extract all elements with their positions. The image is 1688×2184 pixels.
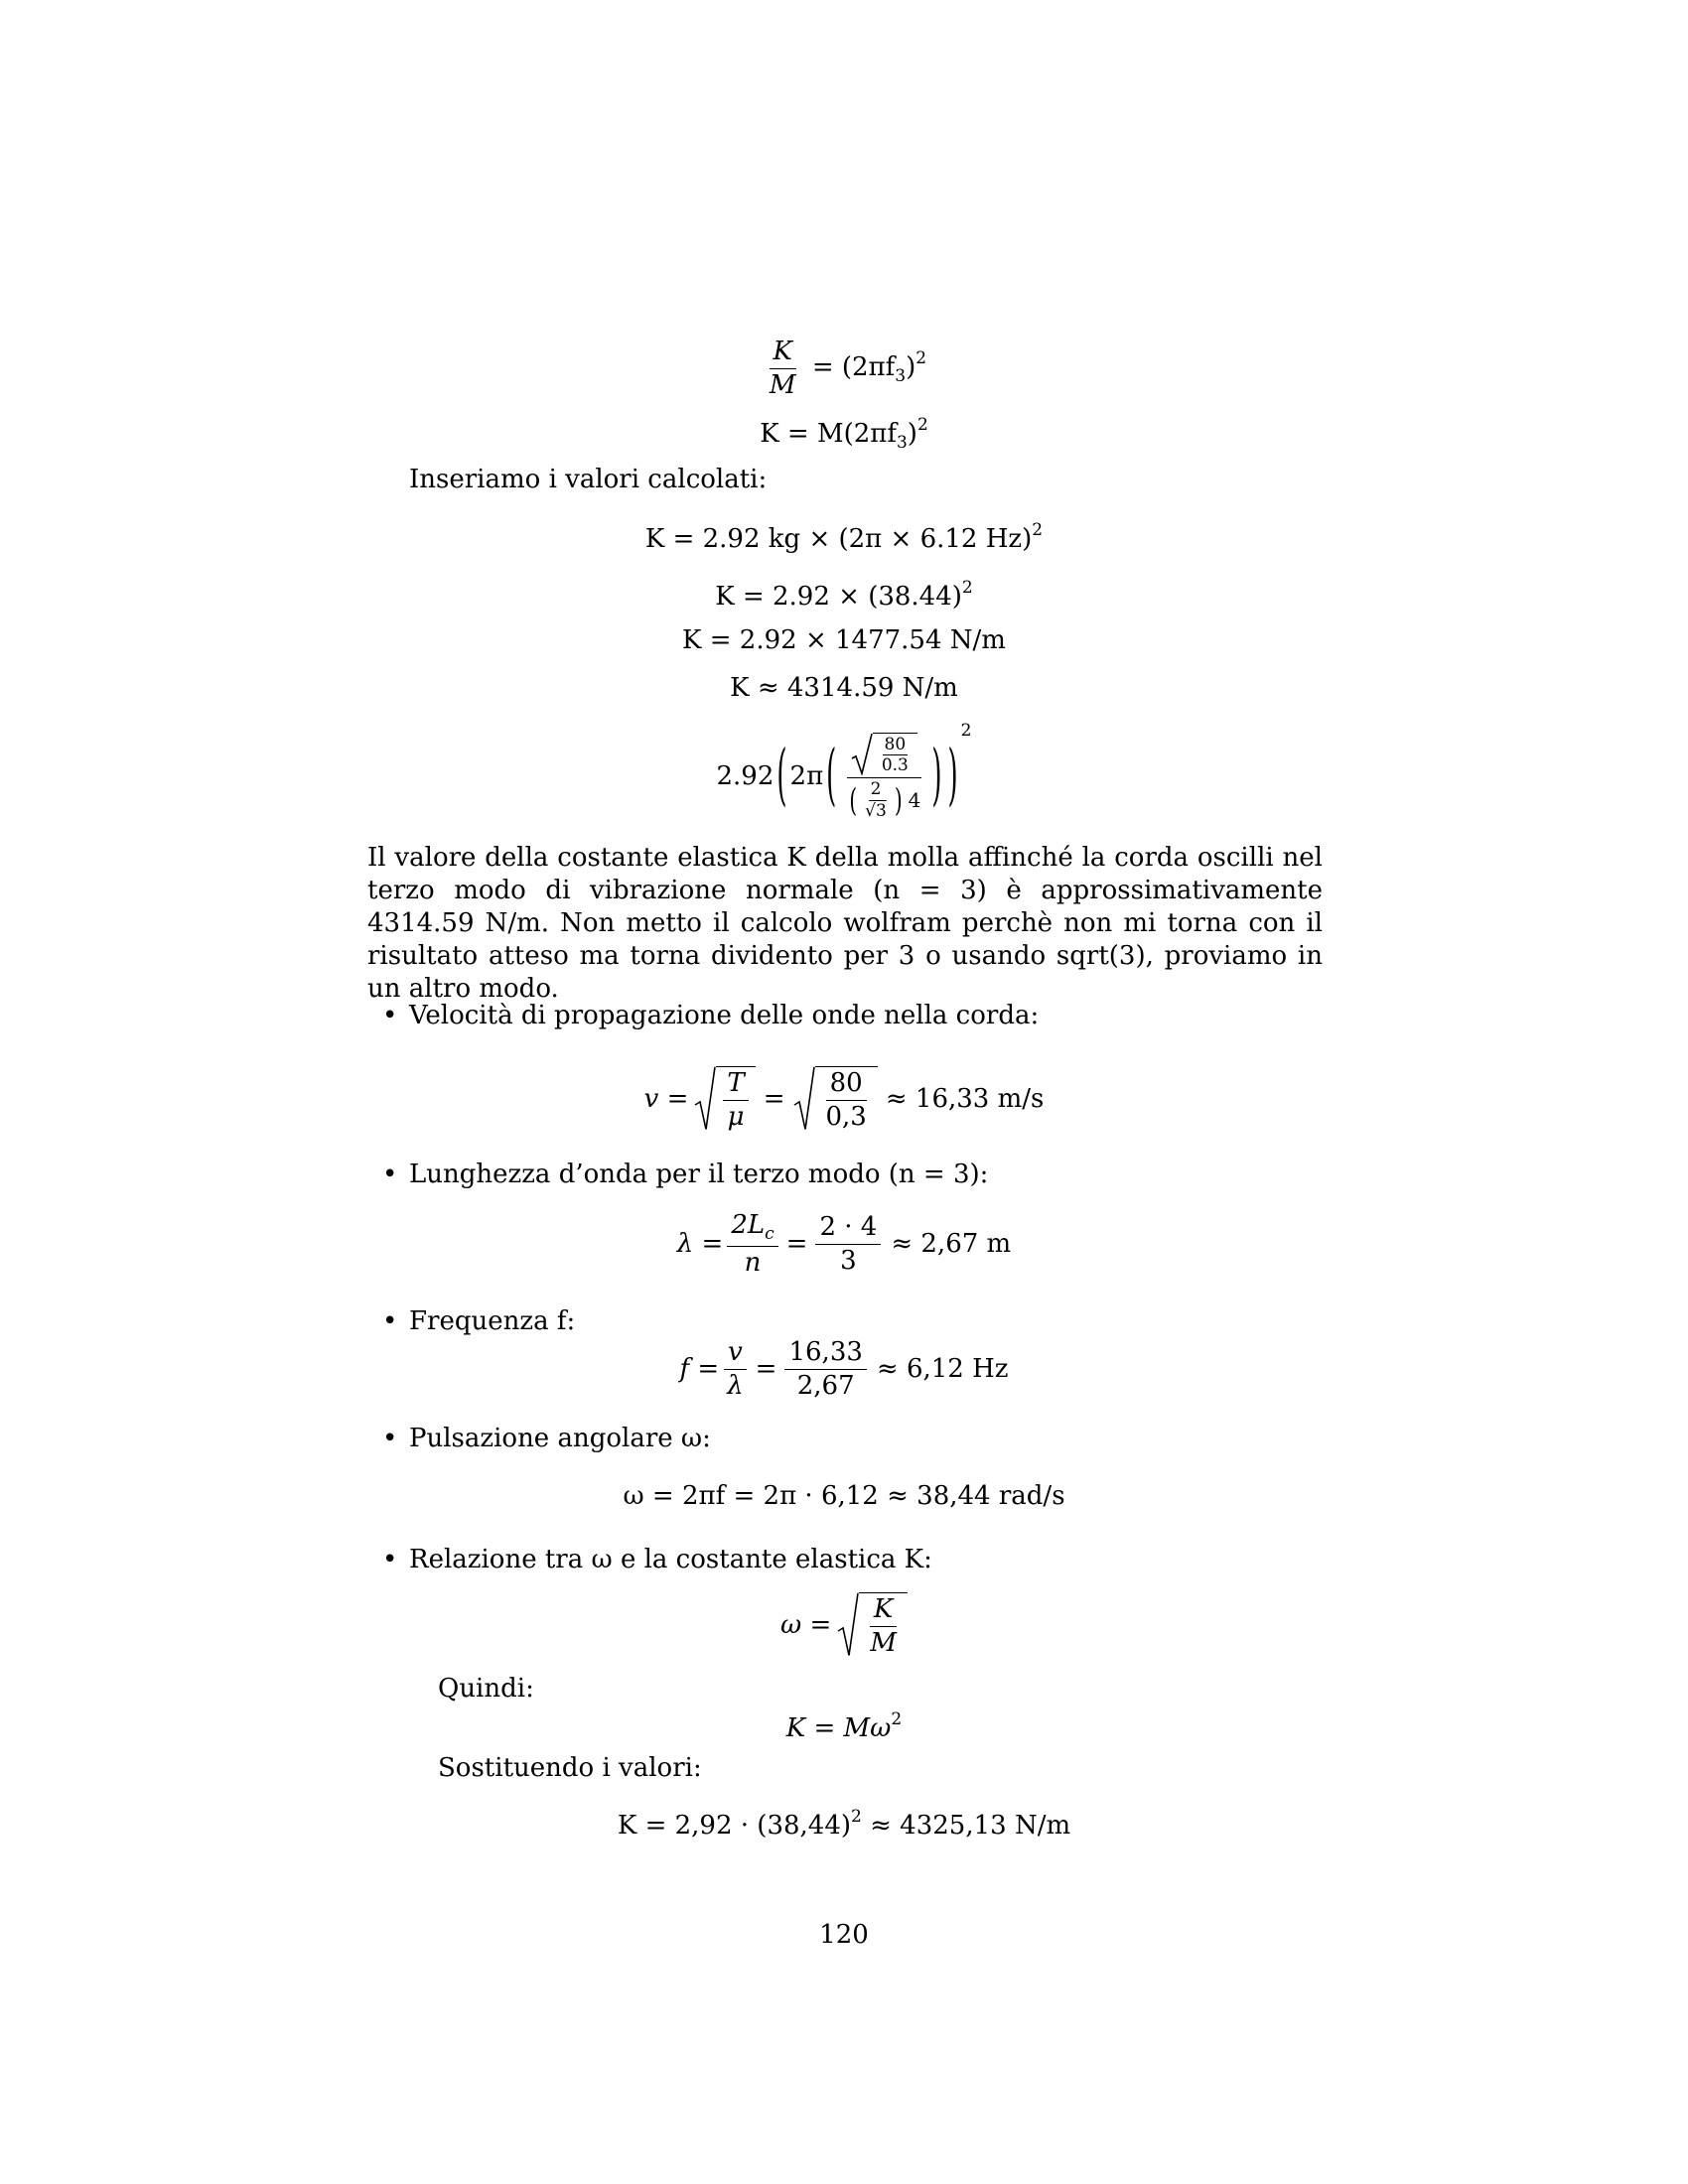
fraction-numerator <box>847 733 921 778</box>
equation-rhs: ≈ 6,12 Hz <box>876 1354 1009 1384</box>
subscript: 3 <box>895 366 907 387</box>
sqrt-radical <box>851 733 917 775</box>
factor-four: 4 <box>908 788 921 813</box>
fraction <box>723 1338 747 1400</box>
equation-rhs: ≈ 2,67 m <box>891 1229 1012 1259</box>
equals-sign: = <box>763 1084 785 1114</box>
equation-text: K = 2,92 · (38,44) <box>617 1811 852 1841</box>
open-paren: ( <box>826 738 837 815</box>
fraction-numerator: 80 <box>884 734 907 754</box>
sqrt-argument: 3 <box>875 800 887 821</box>
superscript: 2 <box>915 348 927 369</box>
close-paren: ) <box>906 352 916 383</box>
close-paren: ) <box>894 780 903 820</box>
fraction-denominator: 0.3 <box>881 755 909 776</box>
subscript: c <box>765 1223 774 1244</box>
superscript: 2 <box>916 415 928 435</box>
close-paren: ) <box>931 738 942 815</box>
bullet-frequency: • Frequenza f: <box>409 1308 575 1334</box>
superscript: 2 <box>961 578 973 598</box>
equation-frequency <box>0 1334 1688 1404</box>
small-fraction <box>863 780 889 820</box>
equation-omega: ω = 2πf = 2π · 6,12 ≈ 38,44 rad/s <box>623 1481 1065 1511</box>
wolfram-exponent: 2 <box>960 721 972 741</box>
calc-line-2 <box>0 580 1688 610</box>
equation-lhs: f = <box>679 1354 720 1384</box>
sostituendo-label: Sostituendo i valori: <box>438 1753 702 1783</box>
calc-line-3: K = 2.92 × 1477.54 N/m <box>682 625 1006 655</box>
superscript: 2 <box>851 1807 862 1827</box>
sqrt-sign <box>793 1066 815 1131</box>
sqrt-radical <box>793 1066 878 1131</box>
fraction <box>866 1595 901 1657</box>
fraction-denominator: 0,3 <box>825 1102 867 1132</box>
fraction-k-m <box>766 338 800 399</box>
fraction-numerator <box>727 1211 777 1247</box>
quindi-label: Quindi: <box>438 1674 534 1704</box>
close-paren: ) <box>947 738 958 815</box>
fraction-denominator: λ <box>727 1370 744 1401</box>
subscript: 3 <box>896 433 908 453</box>
calc-line-1-text: K = 2.92 kg × (2π × 6.12 Hz) <box>644 524 1033 554</box>
equation-k-over-m <box>0 338 1688 399</box>
intro-label: Inseriamo i valori calcolati: <box>409 465 768 494</box>
fraction-denominator: μ <box>727 1102 745 1132</box>
fraction-denominator: √3 <box>865 800 887 821</box>
open-paren: ( <box>776 738 787 815</box>
fraction-denominator: 2,67 <box>796 1370 855 1401</box>
bullet-wavelength: • Lunghezza d’onda per il terzo modo (n = 3): <box>409 1161 988 1187</box>
fraction-numerator: 80 <box>826 1069 867 1101</box>
bullet-angular-pulsation: • Pulsazione angolare ω: <box>409 1426 711 1451</box>
sqrt-sign <box>851 733 873 775</box>
equation-lhs: v = <box>643 1084 689 1114</box>
fraction-denominator: n <box>744 1247 762 1278</box>
equation-lhs: λ = <box>676 1229 724 1259</box>
fraction <box>822 1069 871 1131</box>
equation-text: K = Mω <box>785 1713 892 1743</box>
fraction-denominator: M <box>870 1628 897 1658</box>
calc-line-4: K ≈ 4314.59 N/m <box>730 673 958 703</box>
open-paren: ( <box>849 780 858 820</box>
equals-sign: = <box>785 1229 808 1259</box>
fraction-numerator: 2 <box>870 779 882 799</box>
fraction <box>815 1213 881 1275</box>
equation-rhs: ≈ 16,33 m/s <box>885 1084 1045 1114</box>
wolfram-expression <box>0 717 1688 836</box>
sqrt-fraction <box>880 736 911 775</box>
fraction <box>784 1338 866 1400</box>
page-number: 120 <box>819 1920 869 1950</box>
bullet-velocity: • Velocità di propagazione delle onde nella corda: <box>409 1003 1039 1028</box>
fraction-numerator: K <box>770 338 796 369</box>
fraction-denominator: 3 <box>840 1245 857 1276</box>
sqrt-sign <box>837 1592 859 1657</box>
bullet-relation-omega-k: • Relazione tra ω e la costante elastica K: <box>409 1547 932 1572</box>
calc-line-2-text: K = 2.92 × (38.44) <box>715 582 962 612</box>
equation-lhs: K = M(2πf <box>760 419 897 449</box>
sqrt-radical <box>837 1592 908 1657</box>
equation-omega-sqrt <box>0 1580 1688 1670</box>
fraction-denominator: M <box>769 369 796 400</box>
superscript: 2 <box>891 1709 903 1729</box>
fraction <box>723 1069 748 1131</box>
superscript: 2 <box>1032 520 1044 540</box>
fraction-numerator: v <box>724 1338 747 1370</box>
wolfram-fraction <box>843 733 924 821</box>
fraction-numerator: 16,33 <box>784 1338 866 1370</box>
fraction-numerator: 2 · 4 <box>815 1213 881 1245</box>
fraction <box>727 1211 777 1277</box>
fraction-numerator: T <box>723 1069 748 1101</box>
numerator-text: 2L <box>731 1209 766 1240</box>
equation-k-solved <box>0 417 1688 452</box>
sqrt-sign <box>694 1066 716 1131</box>
equation-final <box>0 1809 1688 1839</box>
equation-rhs: = (2πf <box>811 352 896 383</box>
wolfram-two-pi: 2π <box>789 761 824 791</box>
equation-velocity <box>0 1054 1688 1144</box>
fraction-denominator <box>843 778 924 820</box>
equation-rhs: ≈ 4325,13 N/m <box>870 1811 1071 1841</box>
equation-k-m-omega <box>0 1711 1688 1741</box>
equation-lhs: ω = <box>780 1610 832 1640</box>
paragraph-result: Il valore della costante elastica K della molla affinché la corda oscilli nel terzo modo di vibrazione normale (n = 3) è approssimativamente 4314.59 N/m. Non metto il calcolo wolfram perchè non mi torna con il risultato atteso ma torna dividento per 3 o usando sqrt(3), proviamo in un altro modo. <box>367 843 1323 1004</box>
sqrt-radical <box>694 1066 755 1131</box>
equals-sign: = <box>755 1354 777 1384</box>
equation-wavelength <box>0 1209 1688 1279</box>
close-paren: ) <box>907 419 917 449</box>
calc-line-1 <box>0 522 1688 552</box>
fraction-numerator: K <box>870 1595 897 1627</box>
wolfram-coefficient: 2.92 <box>716 761 774 791</box>
